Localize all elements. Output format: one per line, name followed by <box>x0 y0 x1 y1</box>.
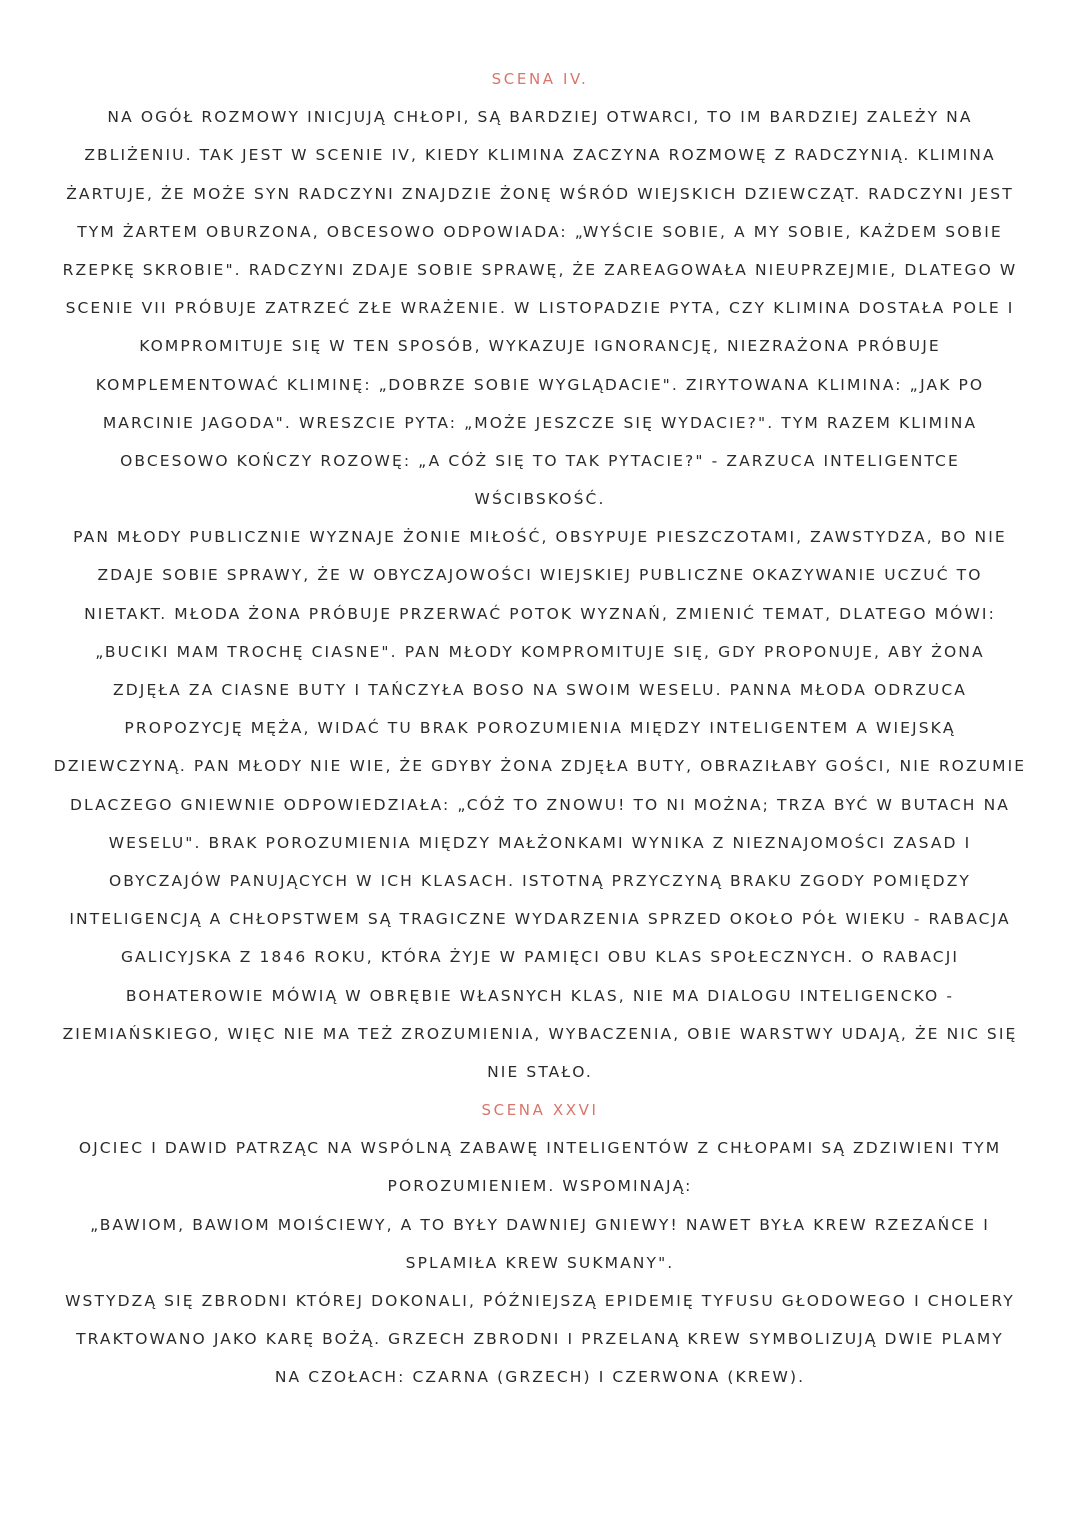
text-line: PROPOZYCJĘ MĘŻA, WIDAĆ TU BRAK POROZUMIENIA MIĘDZY INTELIGENTEM A WIEJSKĄ <box>124 719 956 738</box>
text-line: „BAWIOM, BAWIOM MOIŚCIEWY, A TO BYŁY DAWNIEJ GNIEWY! NAWET BYŁA KREW RZEZAŃCE I <box>90 1215 990 1234</box>
text-line: SPLAMIŁA KREW SUKMANY". <box>405 1253 675 1272</box>
text-line: TYM ŻARTEM OBURZONA, OBCESOWO ODPOWIADA: „WYŚCIE SOBIE, A MY SOBIE, KAŻDEM SOBIE <box>77 222 1003 241</box>
text-line: ŻARTUJE, ŻE MOŻE SYN RADCZYNI ZNAJDZIE ŻONĘ WŚRÓD WIEJSKICH DZIEWCZĄT. RADCZYNI JEST <box>66 184 1014 203</box>
text-line: POROZUMIENIEM. WSPOMINAJĄ: <box>387 1177 693 1196</box>
text-line: NIETAKT. MŁODA ŻONA PRÓBUJE PRZERWAĆ POTOK WYZNAŃ, ZMIENIĆ TEMAT, DLATEGO MÓWI: <box>84 604 996 623</box>
text-line: GALICYJSKA Z 1846 ROKU, KTÓRA ŻYJE W PAMIĘCI OBU KLAS SPOŁECZNYCH. O RABACJI <box>120 948 960 967</box>
text-line: KOMPROMITUJE SIĘ W TEN SPOSÓB, WYKAZUJE IGNORANCJĘ, NIEZRAŻONA PRÓBUJE <box>139 337 941 356</box>
text-line: ZDAJE SOBIE SPRAWY, ŻE W OBYCZAJOWOŚCI WIEJSKIEJ PUBLICZNE OKAZYWANIE UCZUĆ TO <box>97 566 983 585</box>
text-line: OJCIEC I DAWID PATRZĄC NA WSPÓLNĄ ZABAWĘ INTELIGENTÓW Z CHŁOPAMI SĄ ZDZIWIENI TYM <box>78 1139 1002 1158</box>
text-line: OBYCZAJÓW PANUJĄCYCH W ICH KLASACH. ISTOTNĄ PRZYCZYNĄ BRAKU ZGODY POMIĘDZY <box>108 871 972 890</box>
text-line: SCENIE VII PRÓBUJE ZATRZEĆ ZŁE WRAŻENIE. W LISTOPADZIE PYTA, CZY KLIMINA DOSTAŁA POLE I <box>65 299 1015 318</box>
section-heading: SCENA XXVI <box>481 1101 599 1120</box>
text-line: RZEPKĘ SKROBIE". RADCZYNI ZDAJE SOBIE SPRAWĘ, ŻE ZAREAGOWAŁA NIEUPRZEJMIE, DLATEGO W <box>62 260 1018 279</box>
text-line: ZBLIŻENIU. TAK JEST W SCENIE IV, KIEDY KLIMINA ZACZYNA ROZMOWĘ Z RADCZYNIĄ. KLIMINA <box>84 146 996 165</box>
text-line: NA OGÓŁ ROZMOWY INICJUJĄ CHŁOPI, SĄ BARDZIEJ OTWARCI, TO IM BARDZIEJ ZALEŻY NA <box>107 108 973 127</box>
text-line: KOMPLEMENTOWAĆ KLIMINĘ: „DOBRZE SOBIE WYGLĄDACIE". ZIRYTOWANA KLIMINA: „JAK PO <box>95 375 985 394</box>
text-line: OBCESOWO KOŃCZY ROZOWĘ: „A CÓŻ SIĘ TO TAK PYTACIE?" - ZARZUCA INTELIGENTCE <box>120 451 960 470</box>
text-line: „BUCIKI MAM TROCHĘ CIASNE". PAN MŁODY KOMPROMITUJE SIĘ, GDY PROPONUJE, ABY ŻONA <box>95 642 985 661</box>
text-line: WESELU". BRAK POROZUMIENIA MIĘDZY MAŁŻONKAMI WYNIKA Z NIEZNAJOMOŚCI ZASAD I <box>108 833 972 852</box>
text-line: DZIEWCZYNĄ. PAN MŁODY NIE WIE, ŻE GDYBY ŻONA ZDJĘŁA BUTY, OBRAZIŁABY GOŚCI, NIE ROZUMIE <box>53 757 1027 776</box>
text-line: DLACZEGO GNIEWNIE ODPOWIEDZIAŁA: „CÓŻ TO ZNOWU! TO NI MOŻNA; TRZA BYĆ W BUTACH NA <box>70 795 1010 814</box>
text-line: NIE STAŁO. <box>487 1062 593 1081</box>
text-line: PAN MŁODY PUBLICZNIE WYZNAJE ŻONIE MIŁOŚĆ, OBSYPUJE PIESZCZOTAMI, ZAWSTYDZA, BO NIE <box>73 528 1007 547</box>
text-line: MARCINIE JAGODA". WRESZCIE PYTA: „MOŻE JESZCZE SIĘ WYDACIE?". TYM RAZEM KLIMINA <box>102 413 978 432</box>
text-line: BOHATEROWIE MÓWIĄ W OBRĘBIE WŁASNYCH KLAS, NIE MA DIALOGU INTELIGENCKO - <box>125 986 955 1005</box>
document-text <box>40 60 1040 1397</box>
section-heading: SCENA IV. <box>491 70 589 88</box>
text-line: TRAKTOWANO JAKO KARĘ BOŻĄ. GRZECH ZBRODNI I PRZELANĄ KREW SYMBOLIZUJĄ DWIE PLAMY <box>76 1330 1004 1349</box>
text-line: NA CZOŁACH: CZARNA (GRZECH) I CZERWONA (KREW). <box>274 1368 806 1387</box>
text-line: WŚCIBSKOŚĆ. <box>474 490 606 509</box>
text-line: WSTYDZĄ SIĘ ZBRODNI KTÓREJ DOKONALI, PÓŹNIEJSZĄ EPIDEMIĘ TYFUSU GŁODOWEGO I CHOLERY <box>65 1292 1015 1310</box>
text-line: ZDJĘŁA ZA CIASNE BUTY I TAŃCZYŁA BOSO NA SWOIM WESELU. PANNA MŁODA ODRZUCA <box>113 681 967 699</box>
text-line: ZIEMIAŃSKIEGO, WIĘC NIE MA TEŻ ZROZUMIENIA, WYBACZENIA, OBIE WARSTWY UDAJĄ, ŻE NIC SIĘ <box>62 1024 1018 1043</box>
text-line: INTELIGENCJĄ A CHŁOPSTWEM SĄ TRAGICZNE WYDARZENIA SPRZED OKOŁO PÓŁ WIEKU - RABACJA <box>69 910 1011 929</box>
